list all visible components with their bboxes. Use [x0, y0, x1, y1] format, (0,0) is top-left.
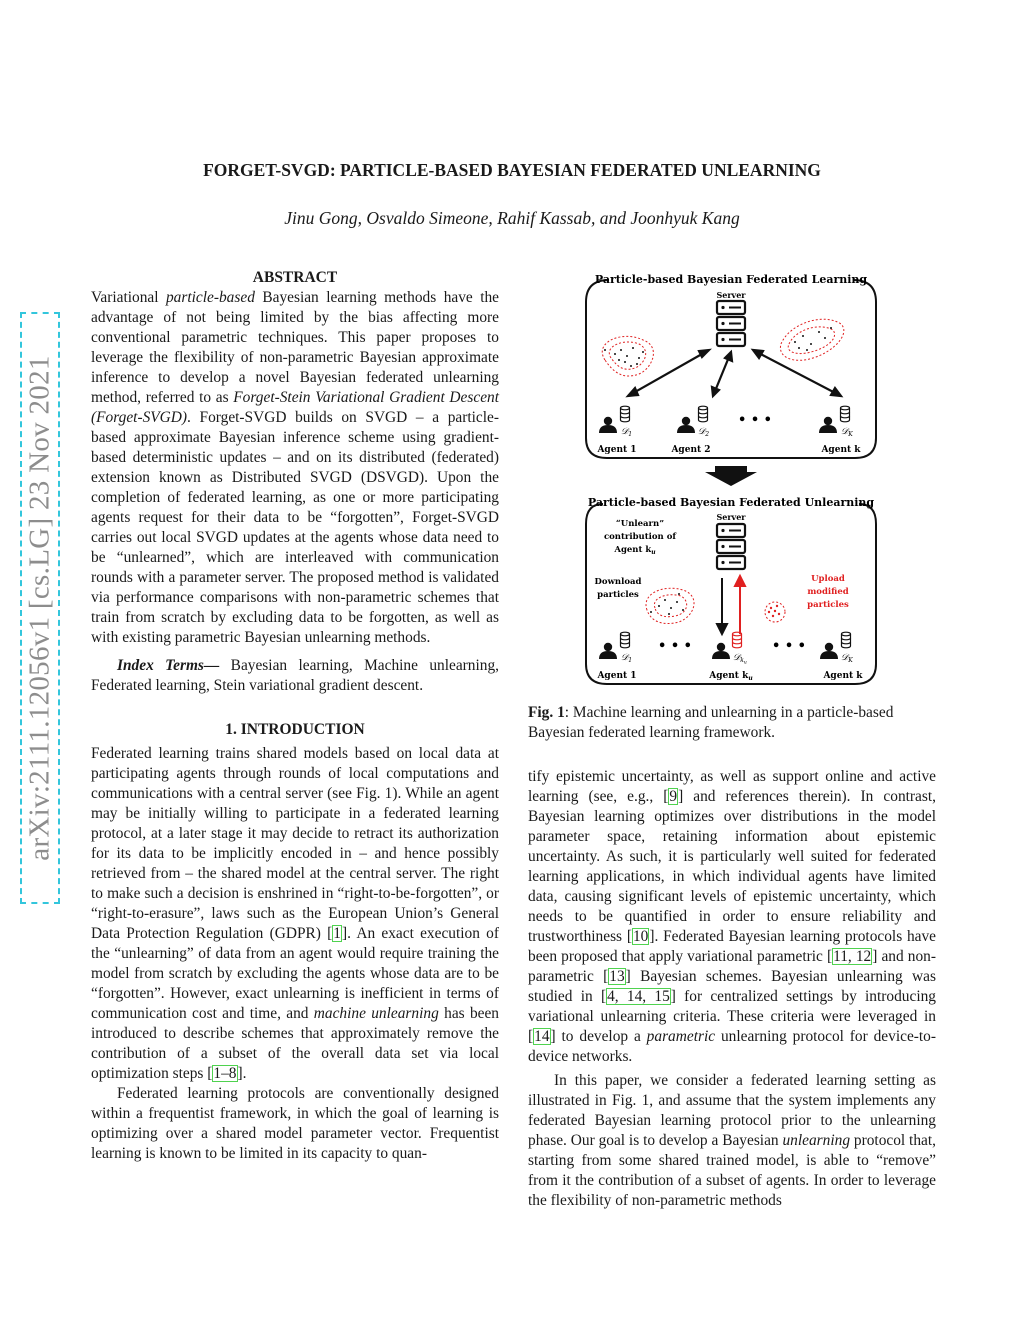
index-terms: Index Terms— Bayesian learning, Machine unlearning, Federated learning, Stein variational gradient descent.	[91, 657, 499, 694]
svg-text:𝒟ku: 𝒟$_k$u	[733, 653, 747, 666]
particles-right	[794, 327, 832, 351]
citation-link[interactable]: 9	[669, 788, 678, 805]
citation-link[interactable]: 11, 12	[833, 948, 872, 965]
download-arrow	[717, 578, 727, 634]
server-label: Server	[716, 512, 746, 522]
transition-arrow	[705, 466, 757, 486]
svg-text:contribution of: contribution of	[603, 532, 677, 542]
citation-link[interactable]: 1	[333, 925, 341, 942]
download-note	[595, 577, 642, 600]
right-column	[528, 767, 936, 1211]
figure-top-title: Particle-based Bayesian Federated Learning	[594, 273, 868, 286]
intro-paragraph-1: Federated learning trains shared models based on local data at participating agents through rounds of local computations and communications with a central server (see Fig. 1). While an agent may be initially willing to participate in a federated learning protocol, at a later stage it may decide to retract its authorization for its data to be implicitly encoded in – and hence possibly retrieved from – the shared model at the central server. The right to make such a decision is enshrined in “right-to-be-forgotten”, or “right-to-erasure”, laws such as the European Union’s General Data Protection Regulation (GDPR) [1]. An exact execution of the “unlearning” of data from an agent would require training the model from scratch by excluding the agents whose data are to be “forgotten”. However, exact unlearning is inefficient in terms of communication cost and time, and machine unlearning has been introduced to describe schemes that approximately remove the contribution of a subset of the overall data set via local optimization steps [1–8].	[91, 745, 500, 1082]
citation-link[interactable]: 14	[534, 1028, 550, 1045]
intro-paragraph-4: In this paper, we consider a federated learning setting as illustrated in Fig. 1, and assume that the system implements any federated Bayesian learning protocol prior to the unlearning phase. Our goal is to develop a Bayesian unlearning protocol that, starting from some shared trained model, is able to “remove” from it the contribution of a subset of agents. In order to leverage the flexibility of non-parametric methods	[528, 1072, 936, 1209]
person-icon	[599, 643, 617, 659]
svg-text:modified: modified	[807, 587, 849, 597]
svg-text:particles: particles	[597, 590, 639, 600]
arxiv-identifier-box	[20, 312, 60, 904]
svg-text:𝒟1: 𝒟$_1$	[621, 653, 633, 664]
arxiv-identifier: arXiv:2111.12056v1 [cs.LG] 23 Nov 2021	[23, 355, 56, 861]
figure-bottom-title: Particle-based Bayesian Federated Unlearning	[587, 496, 875, 509]
citation-link[interactable]: 1–8	[213, 1065, 237, 1082]
svg-text:𝒟K: 𝒟$_K$	[841, 427, 853, 438]
modified-particles	[768, 605, 780, 617]
citation-link[interactable]: 4, 14, 15	[607, 988, 670, 1005]
abstract-heading: ABSTRACT	[252, 269, 338, 286]
upload-arrow	[735, 576, 745, 634]
agent-label: Agent 1	[597, 445, 637, 455]
svg-text:“Unlearn”: “Unlearn”	[615, 519, 665, 529]
svg-text:Agent ku: Agent $k_u$	[614, 545, 656, 556]
person-icon	[820, 643, 838, 659]
person-icon	[599, 417, 617, 433]
svg-text:𝒟2: 𝒟$_2$	[698, 427, 710, 438]
agent-label: Agent 1	[597, 671, 637, 681]
ellipsis: • • •	[772, 639, 806, 654]
agent-label: Agent k	[823, 671, 863, 681]
database-icon-unlearn	[733, 632, 742, 648]
database-icon	[621, 632, 630, 648]
agent-label: Agent $k_u$	[709, 671, 753, 682]
agent-label: Agent k	[821, 445, 861, 455]
figure-1	[583, 268, 879, 688]
person-icon	[677, 417, 695, 433]
database-icon	[699, 406, 708, 422]
database-icon	[841, 406, 850, 422]
citation-link[interactable]: 10	[632, 928, 649, 945]
intro-paragraph-3: tify epistemic uncertainty, as well as support online and active learning (see, e.g., [9] and references therein). In contrast, Bayesian learning optimizes over distributions in the model parameter space, retaining information about epistemic uncertainty. As such, it is particularly well suited for federated learning applications, in which individual agents have limited data, causing significant levels of epistemic uncertainty, which needs to be quantified in order to ensure reliability and trustworthiness [10]. Federated Bayesian learning protocols have been proposed that apply variational parametric [11, 12] and non-parametric [13] Bayesian schemes. Bayesian unlearning was studied in [4, 14, 15] for centralized settings by introducing variational unlearning criteria. These criteria were leveraged in [14] to develop a parametric unlearning protocol for device-to-device networks.	[528, 768, 937, 1065]
agent-label: Agent 2	[671, 445, 711, 455]
svg-text:Download: Download	[594, 577, 642, 587]
database-icon	[842, 632, 851, 648]
intro-heading: 1. INTRODUCTION	[225, 721, 365, 738]
upload-note	[807, 574, 849, 610]
ellipsis: • • •	[738, 413, 772, 428]
svg-text:𝒟1: 𝒟$_1$	[621, 427, 633, 438]
intro-paragraph-2: Federated learning protocols are conventionally designed within a frequentist framework, in which the goal of learning is optimizing over a shared model parameter vector. Frequentist learning is known to be limited in its capacity to quan-	[91, 1085, 499, 1162]
person-icon	[819, 417, 837, 433]
left-column	[91, 268, 499, 1164]
downloaded-particles	[650, 593, 684, 615]
figure-caption: Fig. 1: Machine learning and unlearning in a particle-based Bayesian federated learning framework.	[528, 704, 894, 741]
server-label: Server	[716, 290, 746, 300]
svg-text:particles: particles	[807, 600, 849, 610]
database-icon	[621, 406, 630, 422]
server-icon	[717, 301, 745, 346]
citation-link[interactable]: 13	[609, 968, 625, 985]
communication-arrows	[628, 350, 841, 396]
abstract-text: Variational particle-based Bayesian learning methods have the advantage of not being limited by the bias affecting more conventional parametric techniques. This paper proposes to leverage the flexibility of non-parametric Bayesian approximate inference to develop a novel Bayesian federated unlearning method, referred to as Forget-Stein Variational Gradient Descent (Forget-SVGD). Forget-SVGD builds on SVGD – a particle-based approximate Bayesian inference scheme using gradient-based deterministic updates – and on its distributed (federated) extension known as Distributed SVGD (DSVGD). Upon the completion of federated learning, as one or more participating agents request for their data to be “forgotten”, Forget-SVGD carries out local SVGD updates at the agents whose data need to be “unlearned”, which are interleaved with communication rounds with a parameter server. The proposed method is validated via performance comparisons with non-parametric schemes that train from scratch by excluding data to be forgotten, as well as with existing parametric Bayesian unlearning methods.	[91, 289, 499, 646]
person-icon	[712, 643, 730, 659]
svg-text:Upload: Upload	[811, 574, 845, 584]
unlearn-note	[604, 519, 677, 556]
paper-title: FORGET-SVGD: PARTICLE-BASED BAYESIAN FEDERATED UNLEARNING	[203, 160, 821, 180]
server-icon	[717, 524, 745, 569]
svg-text:𝒟K: 𝒟$_K$	[841, 653, 853, 664]
paper-authors: Jinu Gong, Osvaldo Simeone, Rahif Kassab, and Joonhyuk Kang	[284, 208, 740, 228]
ellipsis: • • •	[658, 639, 692, 654]
